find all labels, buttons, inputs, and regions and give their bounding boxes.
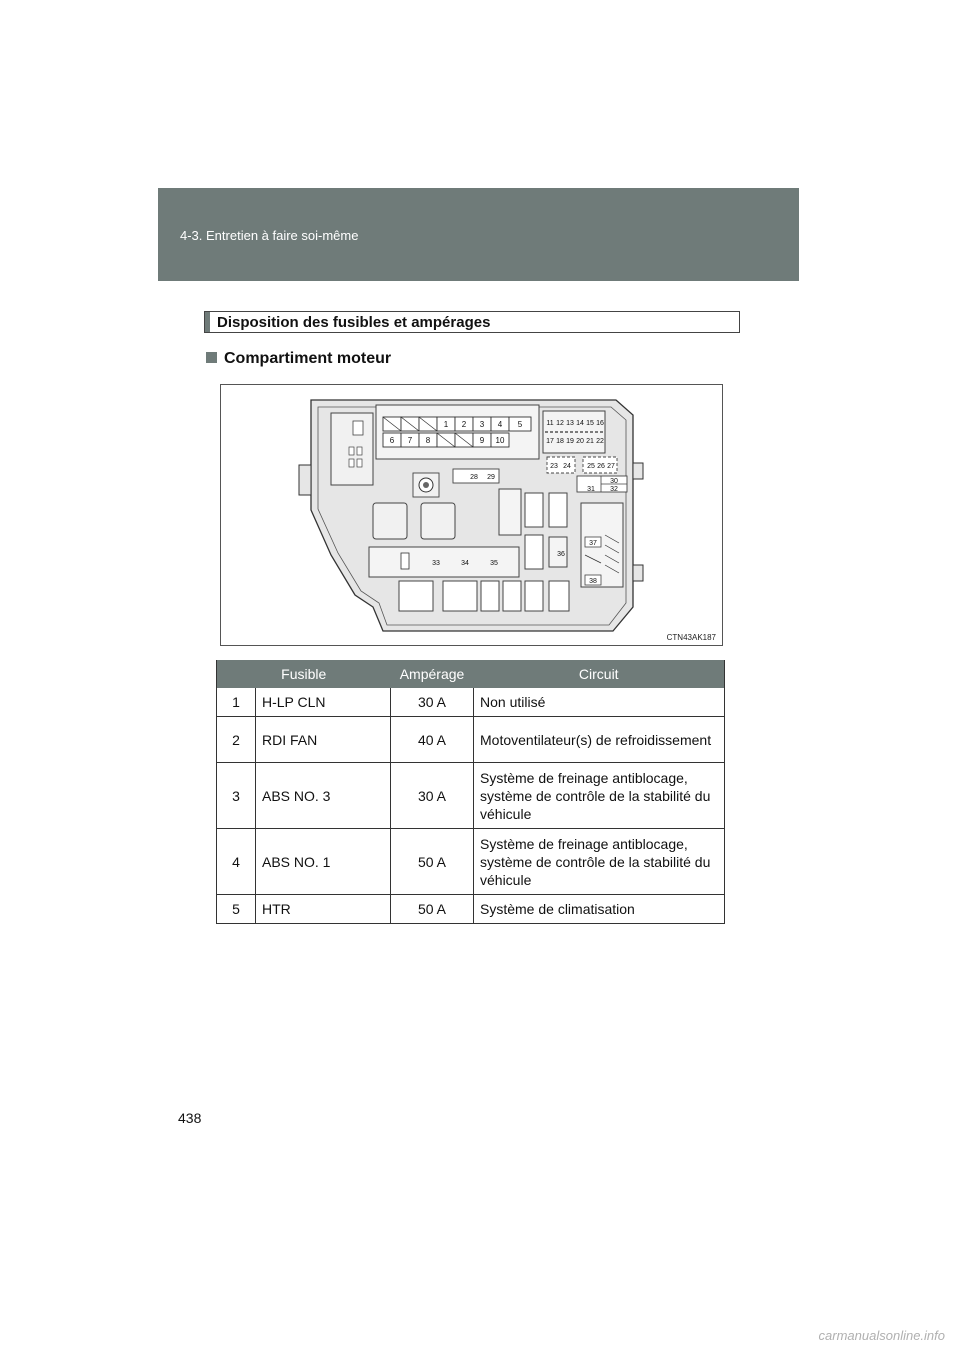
fuse-name: ABS NO. 1 [256, 829, 391, 895]
fuse-label-36: 36 [557, 551, 565, 558]
fuse-table [216, 660, 725, 924]
fuse-label-19: 19 [566, 438, 574, 445]
fuse-number: 1 [217, 688, 256, 717]
section-breadcrumb: 4-3. Entretien à faire soi-même [180, 228, 359, 243]
fuse-label-10: 10 [495, 436, 505, 445]
section-title-bar [204, 311, 740, 333]
header-amperage: Ampérage [391, 660, 474, 688]
fuse-label-24: 24 [563, 463, 571, 470]
table-row [217, 688, 725, 717]
fuse-label-21: 21 [586, 438, 594, 445]
fuse-label-15: 15 [586, 420, 594, 427]
fuse-number: 5 [217, 895, 256, 924]
fuse-box-diagram [220, 384, 723, 646]
fuse-name: HTR [256, 895, 391, 924]
fuse-label-34: 34 [461, 560, 469, 567]
fuse-label-16: 16 [596, 420, 604, 427]
fuse-label-25: 25 [587, 463, 595, 470]
fuse-label-20: 20 [576, 438, 584, 445]
svg-text:carmanualsonline.info: carmanualsonline.info [818, 1328, 945, 1343]
fuse-amperage: 50 A [391, 895, 474, 924]
fuse-circuit: Système de freinage antiblocage, système de contrôle de la stabilité du véhicule [474, 829, 725, 895]
fuse-label-33: 33 [432, 560, 440, 567]
fuse-label-22: 22 [596, 438, 604, 445]
fuse-label-12: 12 [556, 420, 564, 427]
section-title: Disposition des fusibles et ampérages [217, 314, 491, 331]
diagram-code: CTN43AK187 [666, 633, 716, 642]
fuse-label-31: 31 [587, 486, 595, 493]
fuse-label-7: 7 [407, 436, 413, 445]
fuse-number: 3 [217, 763, 256, 829]
fuse-number: 2 [217, 717, 256, 763]
fuse-label-35: 35 [490, 560, 498, 567]
square-bullet-icon [206, 352, 217, 363]
fuse-amperage: 30 A [391, 763, 474, 829]
fuse-label-38: 38 [589, 578, 597, 585]
watermark-logo [740, 1322, 950, 1348]
table-row [217, 717, 725, 763]
fuse-label-29: 29 [487, 474, 495, 481]
fuse-label-5: 5 [517, 420, 523, 429]
fuse-amperage: 40 A [391, 717, 474, 763]
fuse-circuit: Système de freinage antiblocage, système de contrôle de la stabilité du véhicule [474, 763, 725, 829]
subheading-text: Compartiment moteur [224, 350, 392, 367]
table-row [217, 895, 725, 924]
fuse-label-30: 30 [610, 478, 618, 485]
fuse-circuit: Motoventilateur(s) de refroidissement [474, 717, 725, 763]
fuse-label-23: 23 [550, 463, 558, 470]
fuse-label-2: 2 [461, 420, 467, 429]
fuse-amperage: 30 A [391, 688, 474, 717]
table-header-row [217, 660, 725, 688]
header-fusible: Fusible [217, 660, 391, 688]
fuse-name: ABS NO. 3 [256, 763, 391, 829]
subheading [206, 350, 391, 368]
fuse-label-3: 3 [479, 420, 485, 429]
page-number: 438 [178, 1110, 202, 1126]
fuse-label-6: 6 [389, 436, 395, 445]
fuse-circuit: Non utilisé [474, 688, 725, 717]
fuse-box-drawing [221, 385, 722, 645]
fuse-label-9: 9 [479, 436, 485, 445]
fuse-label-28: 28 [470, 474, 478, 481]
fuse-label-13: 13 [566, 420, 574, 427]
fuse-label-17: 17 [546, 438, 554, 445]
fuse-circuit: Système de climatisation [474, 895, 725, 924]
fuse-number: 4 [217, 829, 256, 895]
fuse-label-8: 8 [425, 436, 431, 445]
section-accent [205, 312, 210, 332]
fuse-label-18: 18 [556, 438, 564, 445]
fuse-label-14: 14 [576, 420, 584, 427]
fuse-label-32: 32 [610, 486, 618, 493]
fuse-label-1: 1 [443, 420, 449, 429]
fuse-label-11: 11 [546, 420, 554, 427]
fuse-name: H-LP CLN [256, 688, 391, 717]
fuse-label-27: 27 [607, 463, 615, 470]
table-row [217, 829, 725, 895]
header-band [158, 188, 799, 281]
fuse-label-26: 26 [597, 463, 605, 470]
fuse-label-4: 4 [497, 420, 503, 429]
fuse-amperage: 50 A [391, 829, 474, 895]
fuse-label-37: 37 [589, 540, 597, 547]
table-row [217, 763, 725, 829]
fuse-name: RDI FAN [256, 717, 391, 763]
header-circuit: Circuit [474, 660, 725, 688]
